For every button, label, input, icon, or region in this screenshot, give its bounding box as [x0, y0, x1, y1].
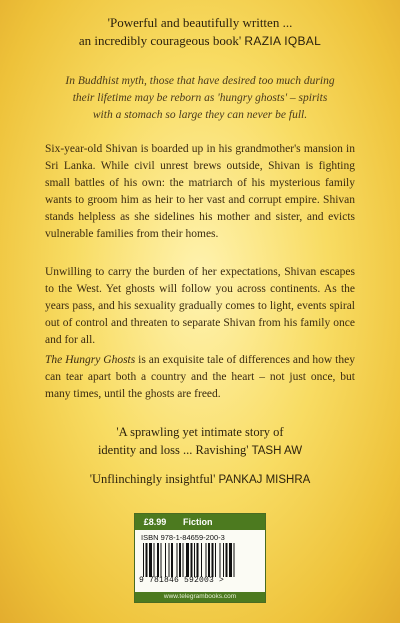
myth-line: In Buddhist myth, those that have desired too much during: [65, 75, 335, 87]
sticker-header: [135, 514, 265, 530]
barcode-image: [141, 543, 259, 577]
praise-1-line2: identity and loss ... Ravishing': [97, 443, 249, 457]
publisher-website: www.telegrambooks.com: [135, 592, 265, 602]
top-quote-line1: 'Powerful and beautifully written ...: [107, 15, 293, 30]
top-quote-source: RAZIA IQBAL: [244, 34, 322, 48]
barcode-digits: 9 781846 592003 >: [139, 576, 225, 585]
praise-quote-1: [30, 423, 370, 460]
myth-line: with a stomach so large they can never be full.: [92, 109, 308, 121]
top-quote: [20, 14, 380, 50]
paragraph-3-text: is an exquisite tale of differences and how they can tear apart both a country and the heart – not just once, but many times, until the ghosts are freed.: [45, 354, 355, 400]
isbn-label: ISBN 978-1-84659-200-3: [141, 533, 225, 542]
myth-epigraph: [44, 73, 356, 124]
praise-2-quote: 'Unflinchingly insightful': [89, 472, 216, 486]
synopsis-paragraph-2: Unwilling to carry the burden of her expectations, Shivan escapes to the West. Yet ghosts will follow you across continents. As the years pass, and his sexuality gradually comes to light, events spiral out of control and threaten to separate Shivan from his family once and for all.: [45, 266, 355, 346]
price-label: £8.99: [143, 517, 167, 527]
praise-2-source: PANKAJ MISHRA: [218, 474, 311, 486]
barcode-sticker: [134, 513, 266, 603]
book-title: The Hungry Ghosts: [45, 354, 136, 366]
synopsis-paragraph-1: Six-year-old Shivan is boarded up in his grandmother's mansion in Sri Lanka. While civil unrest brews outside, Shivan is fighting small battles of his own: the matriarch of his mysterious family wants to groom him as heir to her vast and corrupt empire. Shivan stands helpless as she sidelines his mother and sister, and evicts vulnerable families from their homes.: [45, 143, 355, 240]
myth-line: their lifetime may be reborn as 'hungry ghosts' – spirits: [72, 92, 328, 104]
praise-1-line1: 'A sprawling yet intimate story of: [116, 425, 284, 439]
genre-label: Fiction: [183, 517, 213, 527]
top-quote-line2: an incredibly courageous book': [78, 33, 242, 48]
praise-quote-2: [30, 470, 370, 489]
praise-1-source: TASH AW: [251, 445, 303, 457]
synopsis-paragraph-3: [45, 352, 355, 403]
